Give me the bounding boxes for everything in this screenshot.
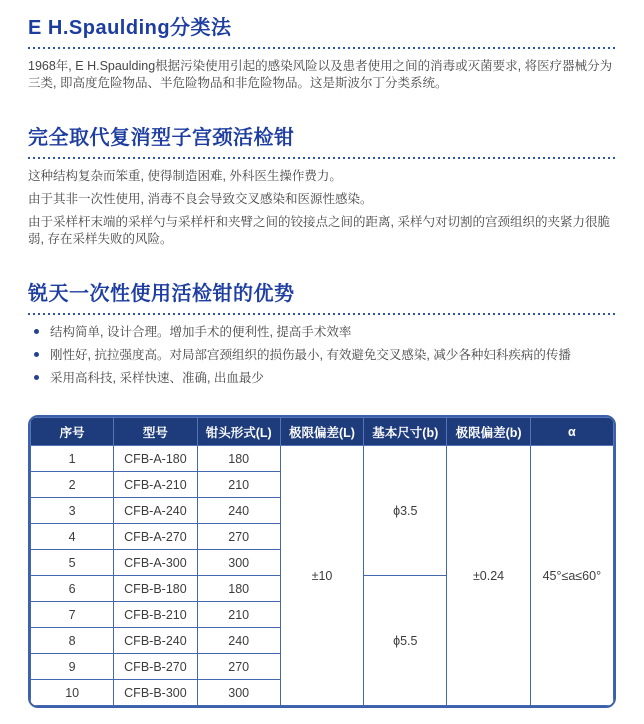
merged-cell-alpha: 45°≤a≤60° [530, 446, 613, 706]
table-header-cell: 极限偏差(L) [280, 418, 363, 446]
table-cell: CFB-A-300 [114, 550, 197, 576]
table-cell: 2 [31, 472, 114, 498]
table-header-cell: 基本尺寸(b) [364, 418, 447, 446]
table-header-row [31, 418, 614, 446]
table-header-cell: 钳头形式(L) [197, 418, 280, 446]
table-cell: 180 [197, 576, 280, 602]
table-cell: 1 [31, 446, 114, 472]
table-cell: 300 [197, 680, 280, 706]
table-cell: 9 [31, 654, 114, 680]
table-cell: 300 [197, 550, 280, 576]
table-cell: CFB-B-210 [114, 602, 197, 628]
table-header-cell: 型号 [114, 418, 197, 446]
table-cell: CFB-B-270 [114, 654, 197, 680]
table-header-cell: 序号 [31, 418, 114, 446]
section-spaulding-classification [28, 16, 616, 92]
advantages-list [34, 324, 616, 386]
paragraph: 这种结构复杂而笨重, 使得制造困难, 外科医生操作费力。 [28, 169, 342, 183]
table-cell: 3 [31, 498, 114, 524]
table-cell: 10 [31, 680, 114, 706]
bullet-icon [34, 375, 39, 380]
list-item [34, 347, 616, 363]
table-row [31, 446, 614, 472]
merged-cell-limit-deviation-b: ±0.24 [447, 446, 530, 706]
table-cell: 270 [197, 654, 280, 680]
section-title: 完全取代复消型子宫颈活检钳 [28, 127, 295, 149]
spec-table [28, 415, 616, 708]
merged-cell-limit-deviation-l: ±10 [280, 446, 363, 706]
section-title: 锐天一次性使用活检钳的优势 [28, 283, 295, 305]
spec-table-grid [30, 417, 614, 706]
table-cell: CFB-B-300 [114, 680, 197, 706]
list-item [34, 370, 616, 386]
table-cell: 6 [31, 576, 114, 602]
table-cell: CFB-B-240 [114, 628, 197, 654]
dotted-divider [28, 47, 616, 49]
table-cell: 210 [197, 472, 280, 498]
section-advantages [28, 282, 616, 386]
paragraph: 1968年, E H.Spaulding根据污染使用引起的感染风险以及患者使用之间的消毒或灭菌要求, 将医疗器械分为三类, 即高度危险物品、半危险物品和非危险物品。这是斯波尔丁分类系统。 [28, 59, 613, 90]
list-item [34, 324, 616, 340]
paragraph: 由于采样杆末端的采样勺与采样杆和夹臂之间的铰接点之间的距离, 采样勺对切割的宫颈组织的夹紧力很脆弱, 存在采样失败的风险。 [28, 215, 610, 246]
list-item-text: 采用高科技, 采样快速、准确, 出血最少 [50, 371, 264, 385]
section-replace-reusable-forceps [28, 126, 616, 248]
table-cell: CFB-B-180 [114, 576, 197, 602]
table-cell: 240 [197, 498, 280, 524]
table-cell: 4 [31, 524, 114, 550]
section-title: E H.Spaulding分类法 [28, 17, 232, 39]
list-item-text: 结构简单, 设计合理。增加手术的便利性, 提高手术效率 [50, 325, 352, 339]
table-cell: 210 [197, 602, 280, 628]
dotted-divider [28, 313, 616, 315]
bullet-icon [34, 329, 39, 334]
table-cell: CFB-A-180 [114, 446, 197, 472]
table-cell: 5 [31, 550, 114, 576]
table-header-cell: 极限偏差(b) [447, 418, 530, 446]
bullet-icon [34, 352, 39, 357]
table-cell: 180 [197, 446, 280, 472]
table-header-cell: α [530, 418, 613, 446]
merged-cell-basic-size-b-bottom: ϕ5.5 [364, 576, 447, 706]
table-cell: 7 [31, 602, 114, 628]
table-cell: 270 [197, 524, 280, 550]
table-cell: 240 [197, 628, 280, 654]
list-item-text: 刚性好, 抗拉强度高。对局部宫颈组织的损伤最小, 有效避免交叉感染, 减少各种妇科疾病的传播 [50, 348, 571, 362]
paragraph: 由于其非一次性使用, 消毒不良会导致交叉感染和医源性感染。 [28, 192, 373, 206]
table-cell: 8 [31, 628, 114, 654]
merged-cell-basic-size-b-top: ϕ3.5 [364, 446, 447, 576]
table-cell: CFB-A-210 [114, 472, 197, 498]
dotted-divider [28, 157, 616, 159]
table-cell: CFB-A-270 [114, 524, 197, 550]
table-cell: CFB-A-240 [114, 498, 197, 524]
